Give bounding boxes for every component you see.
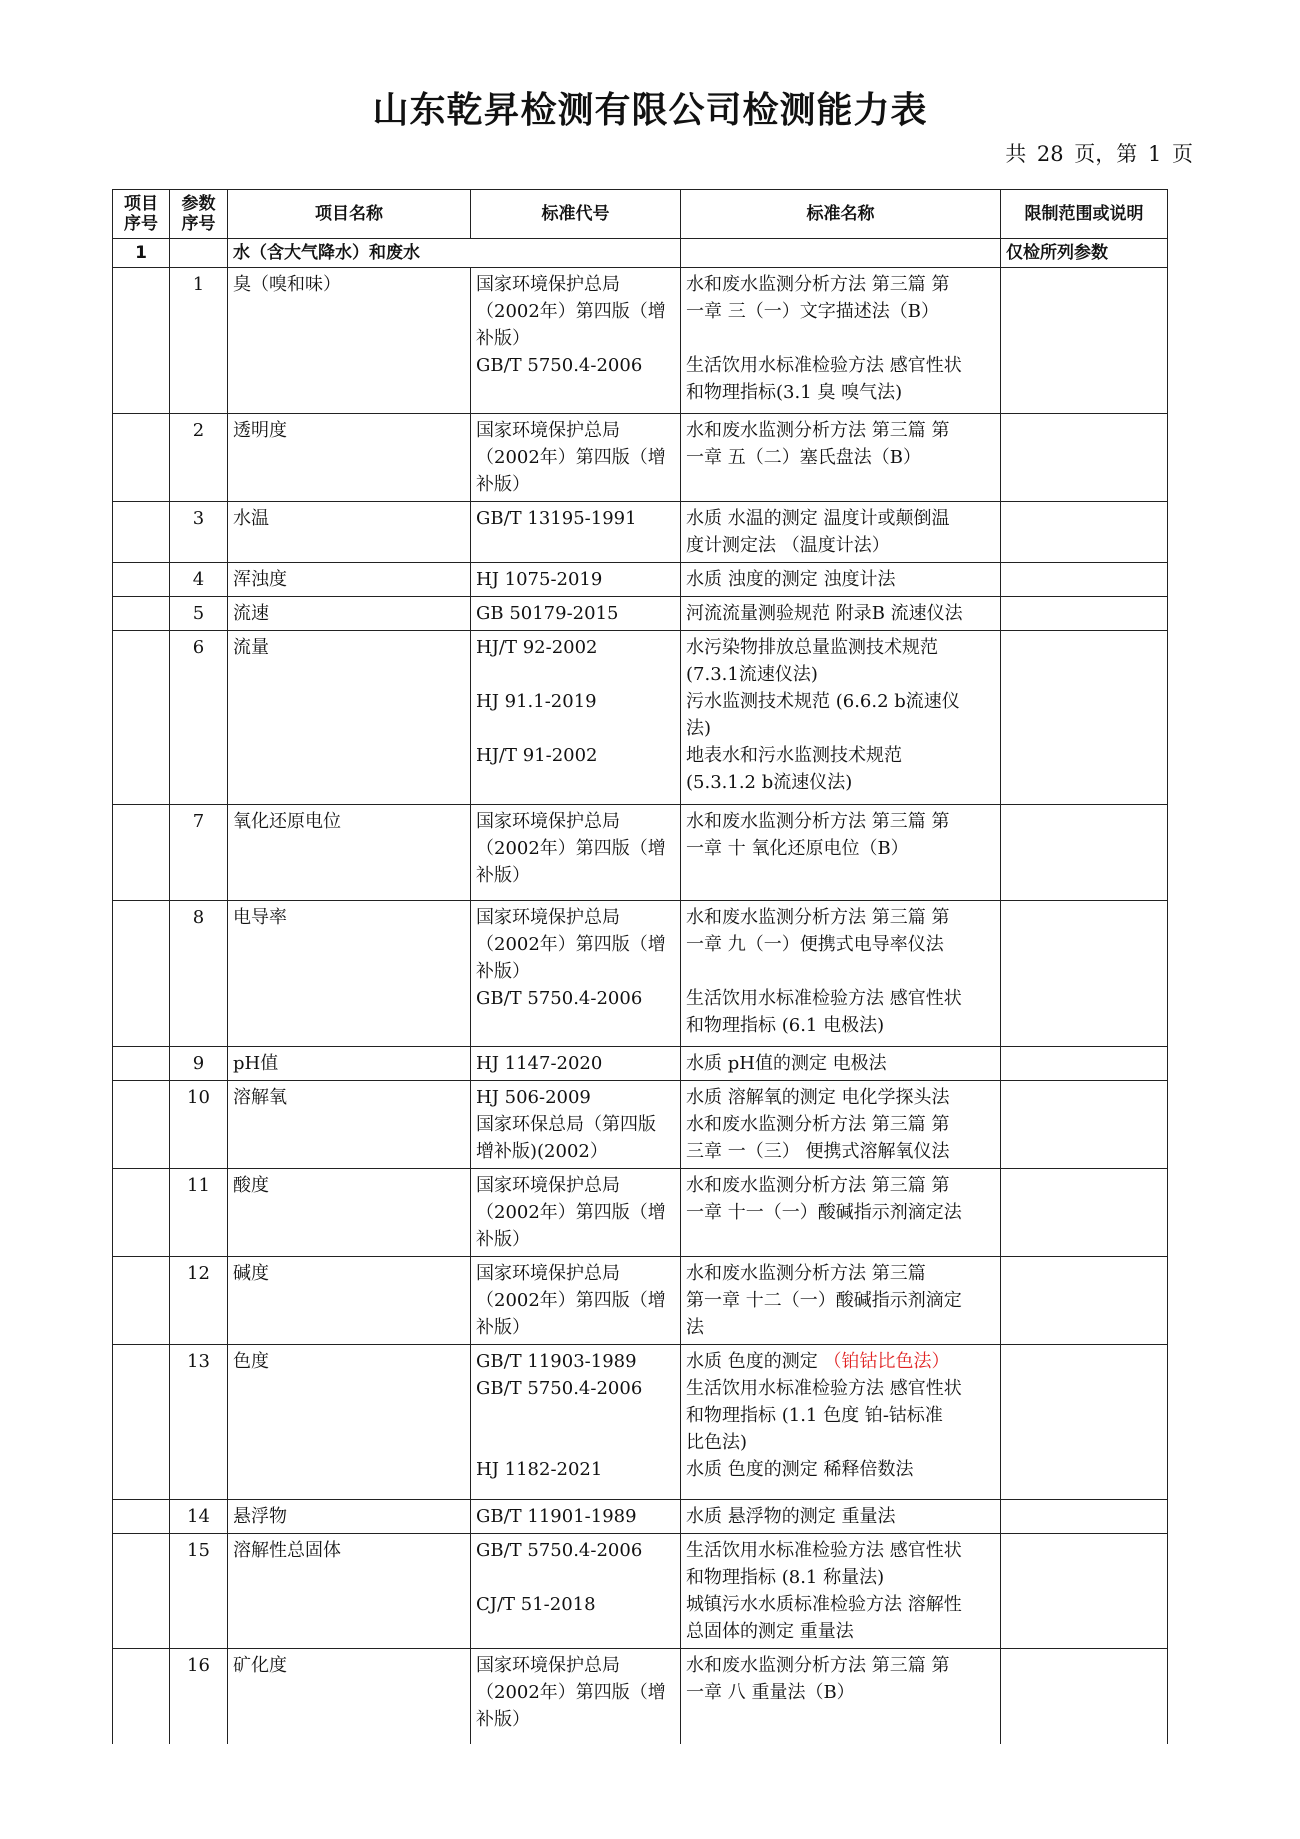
limit-cell	[1001, 502, 1168, 563]
std-code-cell	[471, 901, 681, 1047]
param-no-cell: 13	[170, 1345, 228, 1500]
std-code-line: 国家环境保护总局	[476, 420, 620, 441]
table-row	[113, 1500, 1168, 1534]
param-no-cell: 8	[170, 901, 228, 1047]
std-name-cell	[681, 901, 1001, 1047]
std-code-line: （2002年）第四版（增	[476, 447, 666, 468]
std-name-line: 法)	[686, 718, 712, 739]
std-name-line: 生活饮用水标准检验方法 感官性状	[686, 1378, 962, 1399]
std-name-cell	[681, 805, 1001, 901]
std-code-cell	[471, 1345, 681, 1500]
std-code-line: GB/T 11901-1989	[476, 1506, 637, 1527]
std-code-cell	[471, 597, 681, 631]
param-no-cell: 6	[170, 631, 228, 805]
item-name-cell: 碱度	[228, 1257, 471, 1345]
project-no-cell	[113, 268, 170, 414]
std-name-cell	[681, 1500, 1001, 1534]
std-code-line: GB/T 5750.4-2006	[476, 988, 643, 1009]
std-code-cell	[471, 1534, 681, 1649]
std-code-line: 增补版)(2002）	[476, 1141, 608, 1162]
std-name-line: 法	[686, 1317, 704, 1338]
group-blank-2	[681, 239, 1001, 268]
group-name: 水（含大气降水）和废水	[228, 239, 681, 268]
std-code-cell	[471, 805, 681, 901]
limit-cell	[1001, 1169, 1168, 1257]
table-row	[113, 1169, 1168, 1257]
item-name-cell: 流速	[228, 597, 471, 631]
table-row	[113, 631, 1168, 805]
table-row	[113, 1081, 1168, 1169]
std-code-line: 补版）	[476, 328, 530, 349]
std-code-line: GB 50179-2015	[476, 603, 619, 624]
std-name-line	[686, 325, 995, 352]
table-row	[113, 1345, 1168, 1500]
std-code-cell	[471, 502, 681, 563]
group-limit: 仅检所列参数	[1001, 239, 1168, 268]
header-std-name: 标准名称	[681, 190, 1001, 239]
table-row	[113, 502, 1168, 563]
project-no-cell	[113, 563, 170, 597]
std-code-line: 补版）	[476, 865, 530, 886]
item-name-cell: 透明度	[228, 414, 471, 502]
std-code-line: 国家环保总局（第四版	[476, 1114, 656, 1135]
limit-cell	[1001, 1081, 1168, 1169]
std-name-line: (7.3.1流速仪法)	[686, 664, 818, 685]
std-code-line: CJ/T 51-2018	[476, 1594, 596, 1615]
std-name-line: 一章 八 重量法（B）	[686, 1682, 855, 1703]
std-name-line: 度计测定法 （温度计法）	[686, 535, 890, 556]
std-name-cell	[681, 563, 1001, 597]
param-no-cell: 2	[170, 414, 228, 502]
std-name-cell	[681, 1649, 1001, 1744]
item-name-cell: 氧化还原电位	[228, 805, 471, 901]
std-code-line: 国家环境保护总局	[476, 1655, 620, 1676]
std-name-line: 总固体的测定 重量法	[686, 1621, 854, 1642]
std-name-text: 水质 色度的测定	[686, 1351, 824, 1372]
param-no-cell: 15	[170, 1534, 228, 1649]
table-row	[113, 1534, 1168, 1649]
std-name-line: 水质 悬浮物的测定 重量法	[686, 1506, 896, 1527]
std-name-line: 第一章 十二（一）酸碱指示剂滴定	[686, 1290, 962, 1311]
std-code-line: HJ 1147-2020	[476, 1053, 603, 1074]
std-code-line: 国家环境保护总局	[476, 1175, 620, 1196]
std-code-line: GB/T 5750.4-2006	[476, 355, 643, 376]
std-code-line: 国家环境保护总局	[476, 1263, 620, 1284]
std-code-cell	[471, 268, 681, 414]
std-code-cell	[471, 563, 681, 597]
item-name-cell: 水温	[228, 502, 471, 563]
std-name-line: 和物理指标 (8.1 称量法)	[686, 1567, 885, 1588]
std-code-line: 补版）	[476, 1229, 530, 1250]
std-code-line: 国家环境保护总局	[476, 274, 620, 295]
item-name-cell: 悬浮物	[228, 1500, 471, 1534]
std-code-cell	[471, 1169, 681, 1257]
param-no-cell: 10	[170, 1081, 228, 1169]
std-name-cell	[681, 1081, 1001, 1169]
page-indicator: 共 28 页，第 1 页	[1005, 142, 1193, 166]
std-code-line: 国家环境保护总局	[476, 811, 620, 832]
std-code-line: （2002年）第四版（增	[476, 1682, 666, 1703]
project-no-cell	[113, 805, 170, 901]
limit-cell	[1001, 1345, 1168, 1500]
param-no-cell: 4	[170, 563, 228, 597]
table-row	[113, 414, 1168, 502]
limit-cell	[1001, 901, 1168, 1047]
std-name-line: (5.3.1.2 b流速仪法)	[686, 772, 853, 793]
std-code-line	[476, 661, 675, 688]
std-name-cell	[681, 1169, 1001, 1257]
std-name-line: 一章 五（二）塞氏盘法（B）	[686, 447, 921, 468]
std-name-line: 水和废水监测分析方法 第三篇 第	[686, 1114, 950, 1135]
project-no-cell	[113, 901, 170, 1047]
param-no-cell: 11	[170, 1169, 228, 1257]
std-code-line: 补版）	[476, 474, 530, 495]
limit-cell	[1001, 805, 1168, 901]
std-code-line: 国家环境保护总局	[476, 907, 620, 928]
std-name-line: 水质 pH值的测定 电极法	[686, 1053, 887, 1074]
std-name-line: 一章 九（一）便携式电导率仪法	[686, 934, 944, 955]
std-code-line: （2002年）第四版（增	[476, 301, 666, 322]
std-name-line: 水质 溶解氧的测定 电化学探头法	[686, 1087, 950, 1108]
limit-cell	[1001, 1500, 1168, 1534]
project-no-cell	[113, 1047, 170, 1081]
std-name-line: 水质 色度的测定 稀释倍数法	[686, 1459, 914, 1480]
std-name-line: 一章 三（一）文字描述法（B）	[686, 301, 939, 322]
capability-table	[112, 189, 1168, 1744]
limit-cell	[1001, 1257, 1168, 1345]
limit-cell	[1001, 414, 1168, 502]
std-code-cell	[471, 1500, 681, 1534]
param-no-cell: 1	[170, 268, 228, 414]
highlight-method-text: （铂钴比色法）	[823, 1351, 950, 1372]
project-no-cell	[113, 1081, 170, 1169]
item-name-cell: pH值	[228, 1047, 471, 1081]
std-name-line: 水污染物排放总量监测技术规范	[686, 637, 938, 658]
std-name-line: 水和废水监测分析方法 第三篇	[686, 1263, 926, 1284]
header-std-code: 标准代号	[471, 190, 681, 239]
std-name-line: 和物理指标 (1.1 色度 铂-钴标准	[686, 1405, 943, 1426]
std-name-line: 水和废水监测分析方法 第三篇 第	[686, 274, 950, 295]
limit-cell	[1001, 563, 1168, 597]
std-code-line: （2002年）第四版（增	[476, 838, 666, 859]
std-code-line: HJ/T 91-2002	[476, 745, 598, 766]
std-code-line: HJ 91.1-2019	[476, 691, 597, 712]
std-code-line: GB/T 13195-1991	[476, 508, 637, 529]
std-name-line: 水和废水监测分析方法 第三篇 第	[686, 907, 950, 928]
project-no-cell	[113, 1345, 170, 1500]
std-name-line: 水和废水监测分析方法 第三篇 第	[686, 420, 950, 441]
std-name-line: 生活饮用水标准检验方法 感官性状	[686, 1540, 962, 1561]
project-no-cell	[113, 1169, 170, 1257]
std-code-cell	[471, 1081, 681, 1169]
std-code-line: HJ 506-2009	[476, 1087, 591, 1108]
std-code-line: GB/T 5750.4-2006	[476, 1378, 643, 1399]
table-row	[113, 1257, 1168, 1345]
project-no-cell	[113, 1534, 170, 1649]
document-title: 山东乾昇检测有限公司检测能力表	[372, 90, 928, 131]
group-row	[113, 239, 1168, 268]
table-row	[113, 1649, 1168, 1744]
project-no-cell	[113, 597, 170, 631]
table-header-row	[113, 190, 1168, 239]
std-code-line: GB/T 5750.4-2006	[476, 1540, 643, 1561]
std-name-line: 和物理指标(3.1 臭 嗅气法)	[686, 382, 903, 403]
table-row	[113, 805, 1168, 901]
std-name-line: 生活饮用水标准检验方法 感官性状	[686, 355, 962, 376]
header-limit: 限制范围或说明	[1001, 190, 1168, 239]
std-name-line: 水质 浊度的测定 浊度计法	[686, 569, 896, 590]
std-name-line: 水和废水监测分析方法 第三篇 第	[686, 1175, 950, 1196]
item-name-cell: 臭（嗅和味）	[228, 268, 471, 414]
std-name-cell	[681, 1257, 1001, 1345]
item-name-cell: 电导率	[228, 901, 471, 1047]
item-name-cell: 流量	[228, 631, 471, 805]
std-name-line: 地表水和污水监测技术规范	[686, 745, 902, 766]
item-name-cell: 色度	[228, 1345, 471, 1500]
header-param-no: 参数 序号	[170, 190, 228, 239]
param-no-cell: 3	[170, 502, 228, 563]
header-project-no: 项目 序号	[113, 190, 170, 239]
std-code-cell	[471, 1649, 681, 1744]
param-no-cell: 16	[170, 1649, 228, 1744]
std-code-line: HJ/T 92-2002	[476, 637, 598, 658]
std-code-line	[476, 1402, 675, 1429]
param-no-cell: 12	[170, 1257, 228, 1345]
limit-cell	[1001, 1534, 1168, 1649]
std-code-line	[476, 1564, 675, 1591]
std-name-cell	[681, 414, 1001, 502]
group-no: 1	[113, 239, 170, 268]
std-name-cell	[681, 502, 1001, 563]
std-name-line: 生活饮用水标准检验方法 感官性状	[686, 988, 962, 1009]
limit-cell	[1001, 597, 1168, 631]
table-row	[113, 268, 1168, 414]
item-name-cell: 酸度	[228, 1169, 471, 1257]
std-name-cell	[681, 268, 1001, 414]
std-name-cell	[681, 1345, 1001, 1500]
std-name-line	[686, 958, 995, 985]
project-no-cell	[113, 1257, 170, 1345]
std-code-line	[476, 715, 675, 742]
std-name-line: 水质 水温的测定 温度计或颠倒温	[686, 508, 950, 529]
std-name-cell	[681, 631, 1001, 805]
std-name-cell	[681, 1534, 1001, 1649]
std-code-line: （2002年）第四版（增	[476, 1290, 666, 1311]
std-code-cell	[471, 1257, 681, 1345]
std-name-line: 水和废水监测分析方法 第三篇 第	[686, 1655, 950, 1676]
limit-cell	[1001, 1047, 1168, 1081]
param-no-cell: 5	[170, 597, 228, 631]
std-code-cell	[471, 1047, 681, 1081]
project-no-cell	[113, 1649, 170, 1744]
std-name-line: 三章 一（三） 便携式溶解氧仪法	[686, 1141, 950, 1162]
item-name-cell: 浑浊度	[228, 563, 471, 597]
std-name-line	[686, 1348, 995, 1375]
limit-cell	[1001, 1649, 1168, 1744]
std-name-line: 比色法)	[686, 1432, 748, 1453]
table-row	[113, 597, 1168, 631]
project-no-cell	[113, 414, 170, 502]
group-blank	[170, 239, 228, 268]
std-name-line: 和物理指标 (6.1 电极法)	[686, 1015, 885, 1036]
item-name-cell: 矿化度	[228, 1649, 471, 1744]
limit-cell	[1001, 268, 1168, 414]
std-code-line: 补版）	[476, 1709, 530, 1730]
std-code-line: 补版）	[476, 961, 530, 982]
std-name-line: 水和废水监测分析方法 第三篇 第	[686, 811, 950, 832]
table-row	[113, 563, 1168, 597]
std-name-line: 河流流量测验规范 附录B 流速仪法	[686, 603, 963, 624]
std-code-cell	[471, 414, 681, 502]
header-item-name: 项目名称	[228, 190, 471, 239]
table-row	[113, 1047, 1168, 1081]
std-code-line: （2002年）第四版（增	[476, 1202, 666, 1223]
param-no-cell: 7	[170, 805, 228, 901]
table-row	[113, 901, 1168, 1047]
std-code-line: GB/T 11903-1989	[476, 1351, 637, 1372]
std-code-cell	[471, 631, 681, 805]
std-code-line: （2002年）第四版（增	[476, 934, 666, 955]
item-name-cell: 溶解性总固体	[228, 1534, 471, 1649]
std-name-line: 污水监测技术规范 (6.6.2 b流速仪	[686, 691, 960, 712]
project-no-cell	[113, 502, 170, 563]
limit-cell	[1001, 631, 1168, 805]
project-no-cell	[113, 1500, 170, 1534]
project-no-cell	[113, 631, 170, 805]
std-code-line: 补版）	[476, 1317, 530, 1338]
std-name-cell	[681, 1047, 1001, 1081]
item-name-cell: 溶解氧	[228, 1081, 471, 1169]
std-name-line: 一章 十 氧化还原电位（B）	[686, 838, 909, 859]
std-code-line: HJ 1182-2021	[476, 1459, 603, 1480]
std-code-line	[476, 1429, 675, 1456]
std-name-line: 一章 十一（一）酸碱指示剂滴定法	[686, 1202, 962, 1223]
std-code-line: HJ 1075-2019	[476, 569, 603, 590]
param-no-cell: 14	[170, 1500, 228, 1534]
std-name-cell	[681, 597, 1001, 631]
std-name-line: 城镇污水水质标准检验方法 溶解性	[686, 1594, 962, 1615]
param-no-cell: 9	[170, 1047, 228, 1081]
